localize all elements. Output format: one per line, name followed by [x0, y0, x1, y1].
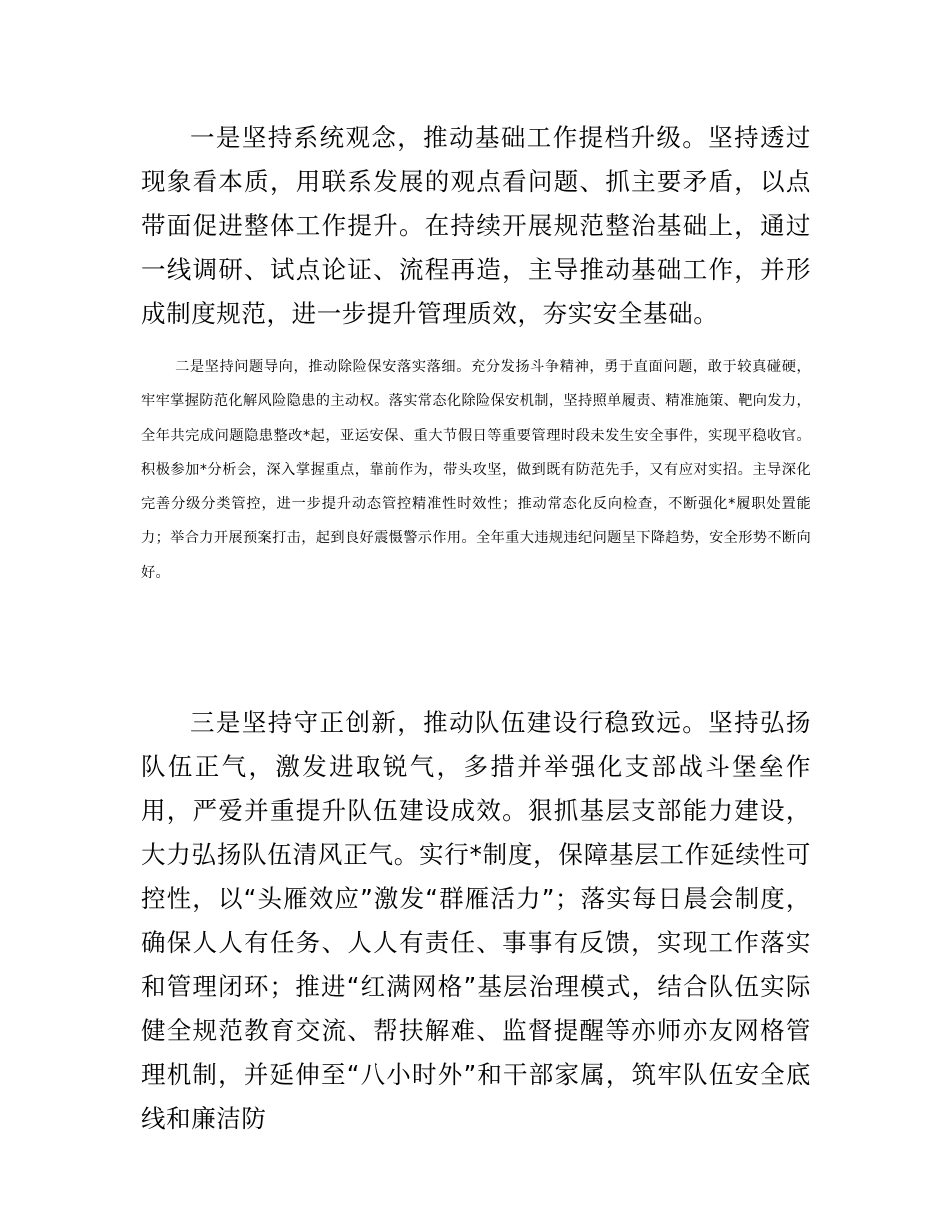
paragraph-problem-orientation: 二是坚持问题导向，推动除险保安落实落细。充分发扬斗争精神，勇于直面问题，敢于较真碰硬，牢牢掌握防范化解风险隐患的主动权。落实常态化除险保安机制，坚持照单履责、精准施策、靶向发力，全年共完成问题隐患整改*起，亚运安保、重大节假日等重要管理时段未发生安全事件，实现平稳收官。积极参加*分析会，深入掌握重点，靠前作为，带头攻坚，做到既有防范先手，又有应对实招。主导深化完善分级分类管控，进一步提升动态管控精准性时效性；推动常态化反向检查，不断强化*履职处置能力；举合力开展预案打击，起到良好震慑警示作用。全年重大违规违纪问题呈下降趋势，安全形势不断向好。 [141, 359, 811, 581]
paragraph-system-concept: 一是坚持系统观念，推动基础工作提档升级。坚持透过现象看本质，用联系发展的观点看问题、抓主要矛盾，以点带面促进整体工作提升。在持续开展规范整治基础上，通过一线调研、试点论证、流程再造，主导推动基础工作，并形成制度规范，进一步提升管理质效，夯实安全基础。 [141, 123, 811, 328]
paragraph-integrity-innovation: 三是坚持守正创新，推动队伍建设行稳致远。坚持弘扬队伍正气，激发进取锐气，多措并举强化支部战斗堡垒作用，严爱并重提升队伍建设成效。狠抓基层支部能力建设，大力弘扬队伍清风正气。实行*制度，保障基层工作延续性可控性，以“头雁效应”激发“群雁活力”；落实每日晨会制度，确保人人有任务、人人有责任、事事有反馈，实现工作落实和管理闭环；推进“红满网格”基层治理模式，结合队伍实际健全规范教育交流、帮扶解难、监督提醒等亦师亦友网格管理机制，并延伸至“八小时外”和干部家属，筑牢队伍安全底线和廉洁防 [141, 708, 811, 1133]
